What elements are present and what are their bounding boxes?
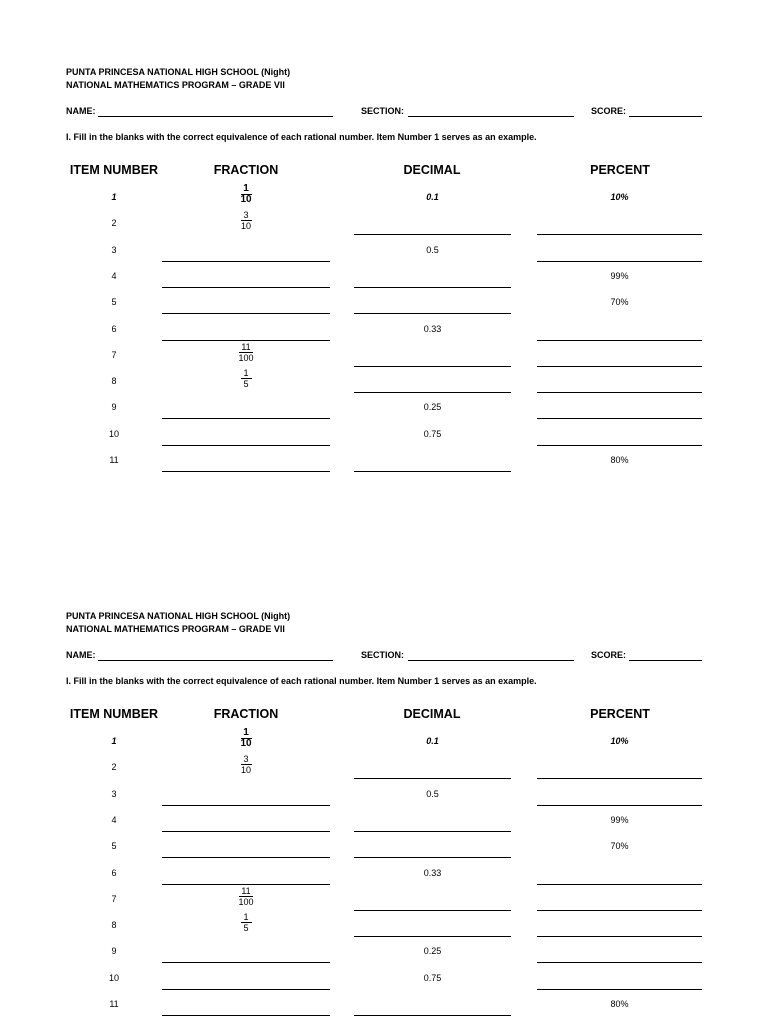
- fraction-numerator: 1: [243, 912, 249, 923]
- decimal-value: 0.5: [426, 244, 439, 255]
- program-title: NATIONAL MATHEMATICS PROGRAM – GRADE VII: [66, 624, 285, 634]
- decimal-blank[interactable]: [354, 392, 511, 393]
- percent-blank[interactable]: [537, 340, 702, 341]
- fraction-numerator: 11: [241, 885, 251, 896]
- instructions: I. Fill in the blanks with the correct equivalence of each rational number. Item Number 1 serves as an example.: [66, 132, 537, 142]
- item-number: 7: [111, 349, 117, 360]
- percent-blank[interactable]: [537, 805, 702, 806]
- percent-value: 10%: [610, 192, 629, 202]
- fraction-blank[interactable]: [162, 287, 330, 288]
- item-number: 10: [108, 428, 119, 439]
- item-number: 6: [111, 323, 117, 334]
- item-row-5: [0, 289, 768, 315]
- fraction-blank[interactable]: [162, 884, 330, 885]
- name-label: NAME:: [66, 650, 96, 660]
- item-number: 2: [111, 762, 117, 773]
- fraction-blank[interactable]: [162, 418, 330, 419]
- fraction-value: [226, 886, 266, 907]
- fraction-numerator: 3: [243, 210, 249, 221]
- decimal-value: 0.5: [426, 788, 439, 799]
- decimal-value: 0.75: [423, 972, 442, 983]
- section-label: SECTION:: [361, 106, 405, 116]
- section-field[interactable]: [408, 660, 574, 661]
- item-number: 9: [111, 946, 117, 957]
- item-row-8: [0, 912, 768, 938]
- col-header-fraction: FRACTION: [213, 707, 279, 721]
- percent-value: 80%: [610, 999, 629, 1009]
- score-field[interactable]: [629, 660, 702, 661]
- item-number: 8: [111, 920, 117, 931]
- fraction-numerator: 1: [243, 368, 249, 379]
- school-name: PUNTA PRINCESA NATIONAL HIGH SCHOOL (Night): [66, 67, 291, 77]
- fraction-value: [226, 210, 266, 231]
- fraction-numerator: 11: [241, 341, 251, 352]
- fraction-blank[interactable]: [162, 471, 330, 472]
- percent-blank[interactable]: [537, 910, 702, 911]
- fraction-value: [226, 912, 266, 933]
- item-row-10: [0, 965, 768, 991]
- item-row-8: [0, 368, 768, 394]
- fraction-blank[interactable]: [162, 831, 330, 832]
- col-header-item-number: ITEM NUMBER: [69, 163, 159, 177]
- decimal-blank[interactable]: [354, 287, 511, 288]
- fraction-value: [226, 728, 266, 749]
- fraction-blank[interactable]: [162, 989, 330, 990]
- item-row-6: [0, 316, 768, 342]
- item-row-3: [0, 237, 768, 263]
- item-number: 4: [111, 814, 117, 825]
- fraction-denominator: 10: [240, 738, 252, 749]
- col-header-item-number: ITEM NUMBER: [69, 707, 159, 721]
- worksheet-copy-2: [0, 544, 768, 1014]
- name-label: NAME:: [66, 106, 96, 116]
- col-header-decimal: DECIMAL: [403, 707, 461, 721]
- item-row-3: [0, 781, 768, 807]
- name-field[interactable]: [98, 116, 333, 117]
- item-number: 4: [111, 270, 117, 281]
- fraction-numerator: 1: [243, 727, 249, 738]
- percent-value: 10%: [610, 736, 629, 746]
- decimal-blank[interactable]: [354, 936, 511, 937]
- percent-value: 99%: [610, 270, 629, 281]
- fraction-blank[interactable]: [162, 340, 330, 341]
- item-row-7: [0, 886, 768, 912]
- item-row-9: [0, 394, 768, 420]
- percent-blank[interactable]: [537, 445, 702, 446]
- fraction-numerator: 3: [243, 754, 249, 765]
- item-row-7: [0, 342, 768, 368]
- fraction-blank[interactable]: [162, 445, 330, 446]
- percent-value: 70%: [610, 297, 629, 308]
- item-number: 3: [111, 788, 117, 799]
- percent-value: 80%: [610, 455, 629, 465]
- item-row-6: [0, 860, 768, 886]
- fraction-value: [226, 368, 266, 389]
- item-number: 1: [111, 736, 117, 746]
- decimal-blank[interactable]: [354, 778, 511, 779]
- item-row-4: [0, 263, 768, 289]
- item-row-2: [0, 210, 768, 236]
- percent-blank[interactable]: [537, 884, 702, 885]
- percent-value: 70%: [610, 841, 629, 852]
- decimal-blank[interactable]: [354, 471, 511, 472]
- decimal-blank[interactable]: [354, 857, 511, 858]
- fraction-denominator: 100: [238, 352, 254, 363]
- decimal-value: 0.25: [423, 946, 442, 957]
- col-header-decimal: DECIMAL: [403, 163, 461, 177]
- section-label: SECTION:: [361, 650, 405, 660]
- percent-blank[interactable]: [537, 261, 702, 262]
- percent-blank[interactable]: [537, 778, 702, 779]
- fraction-denominator: 10: [240, 765, 251, 776]
- item-row-9: [0, 938, 768, 964]
- percent-blank[interactable]: [537, 366, 702, 367]
- decimal-blank[interactable]: [354, 234, 511, 235]
- fraction-blank[interactable]: [162, 857, 330, 858]
- item-row-1: [0, 728, 768, 754]
- item-number: 11: [109, 999, 119, 1009]
- percent-blank[interactable]: [537, 418, 702, 419]
- col-header-fraction: FRACTION: [213, 163, 279, 177]
- item-number: 10: [108, 972, 119, 983]
- percent-value: 99%: [610, 814, 629, 825]
- fraction-blank[interactable]: [162, 805, 330, 806]
- item-number: 5: [111, 297, 117, 308]
- fraction-value: [226, 342, 266, 363]
- item-number: 1: [111, 192, 117, 202]
- fraction-value: [226, 754, 266, 775]
- decimal-blank[interactable]: [354, 831, 511, 832]
- item-row-1: [0, 184, 768, 210]
- decimal-blank[interactable]: [354, 313, 511, 314]
- percent-blank[interactable]: [537, 962, 702, 963]
- score-field[interactable]: [629, 116, 702, 117]
- decimal-value: 0.1: [426, 736, 439, 746]
- fraction-numerator: 1: [243, 183, 249, 194]
- fraction-value: [226, 184, 266, 205]
- worksheet-copy-1: [0, 0, 768, 470]
- fraction-blank[interactable]: [162, 261, 330, 262]
- fraction-denominator: 5: [243, 923, 249, 934]
- program-title: NATIONAL MATHEMATICS PROGRAM – GRADE VII: [66, 80, 285, 90]
- score-label: SCORE:: [591, 650, 627, 660]
- item-number: 2: [111, 218, 117, 229]
- decimal-value: 0.33: [423, 323, 442, 334]
- item-number: 7: [111, 893, 117, 904]
- decimal-blank[interactable]: [354, 366, 511, 367]
- fraction-denominator: 100: [238, 896, 254, 907]
- percent-blank[interactable]: [537, 989, 702, 990]
- fraction-denominator: 5: [243, 379, 249, 390]
- item-number: 11: [109, 455, 119, 465]
- item-number: 3: [111, 244, 117, 255]
- decimal-value: 0.25: [423, 402, 442, 413]
- decimal-blank[interactable]: [354, 910, 511, 911]
- decimal-blank[interactable]: [354, 1015, 511, 1016]
- school-name: PUNTA PRINCESA NATIONAL HIGH SCHOOL (Night): [66, 611, 291, 621]
- fraction-blank[interactable]: [162, 1015, 330, 1016]
- col-header-percent: PERCENT: [590, 163, 650, 177]
- col-header-percent: PERCENT: [590, 707, 650, 721]
- item-number: 8: [111, 376, 117, 387]
- name-field[interactable]: [98, 660, 333, 661]
- fraction-blank[interactable]: [162, 962, 330, 963]
- item-row-5: [0, 833, 768, 859]
- item-number: 6: [111, 867, 117, 878]
- decimal-value: 0.33: [423, 867, 442, 878]
- decimal-value: 0.75: [423, 428, 442, 439]
- percent-blank[interactable]: [537, 936, 702, 937]
- item-row-2: [0, 754, 768, 780]
- item-row-11: [0, 447, 768, 473]
- fraction-denominator: 10: [240, 194, 252, 205]
- instructions: I. Fill in the blanks with the correct equivalence of each rational number. Item Number 1 serves as an example.: [66, 676, 537, 686]
- percent-blank[interactable]: [537, 392, 702, 393]
- item-row-11: [0, 991, 768, 1017]
- decimal-value: 0.1: [426, 192, 439, 202]
- section-field[interactable]: [408, 116, 574, 117]
- fraction-blank[interactable]: [162, 313, 330, 314]
- fraction-denominator: 10: [240, 221, 251, 232]
- percent-blank[interactable]: [537, 234, 702, 235]
- item-number: 9: [111, 402, 117, 413]
- item-number: 5: [111, 841, 117, 852]
- item-row-10: [0, 421, 768, 447]
- score-label: SCORE:: [591, 106, 627, 116]
- item-row-4: [0, 807, 768, 833]
